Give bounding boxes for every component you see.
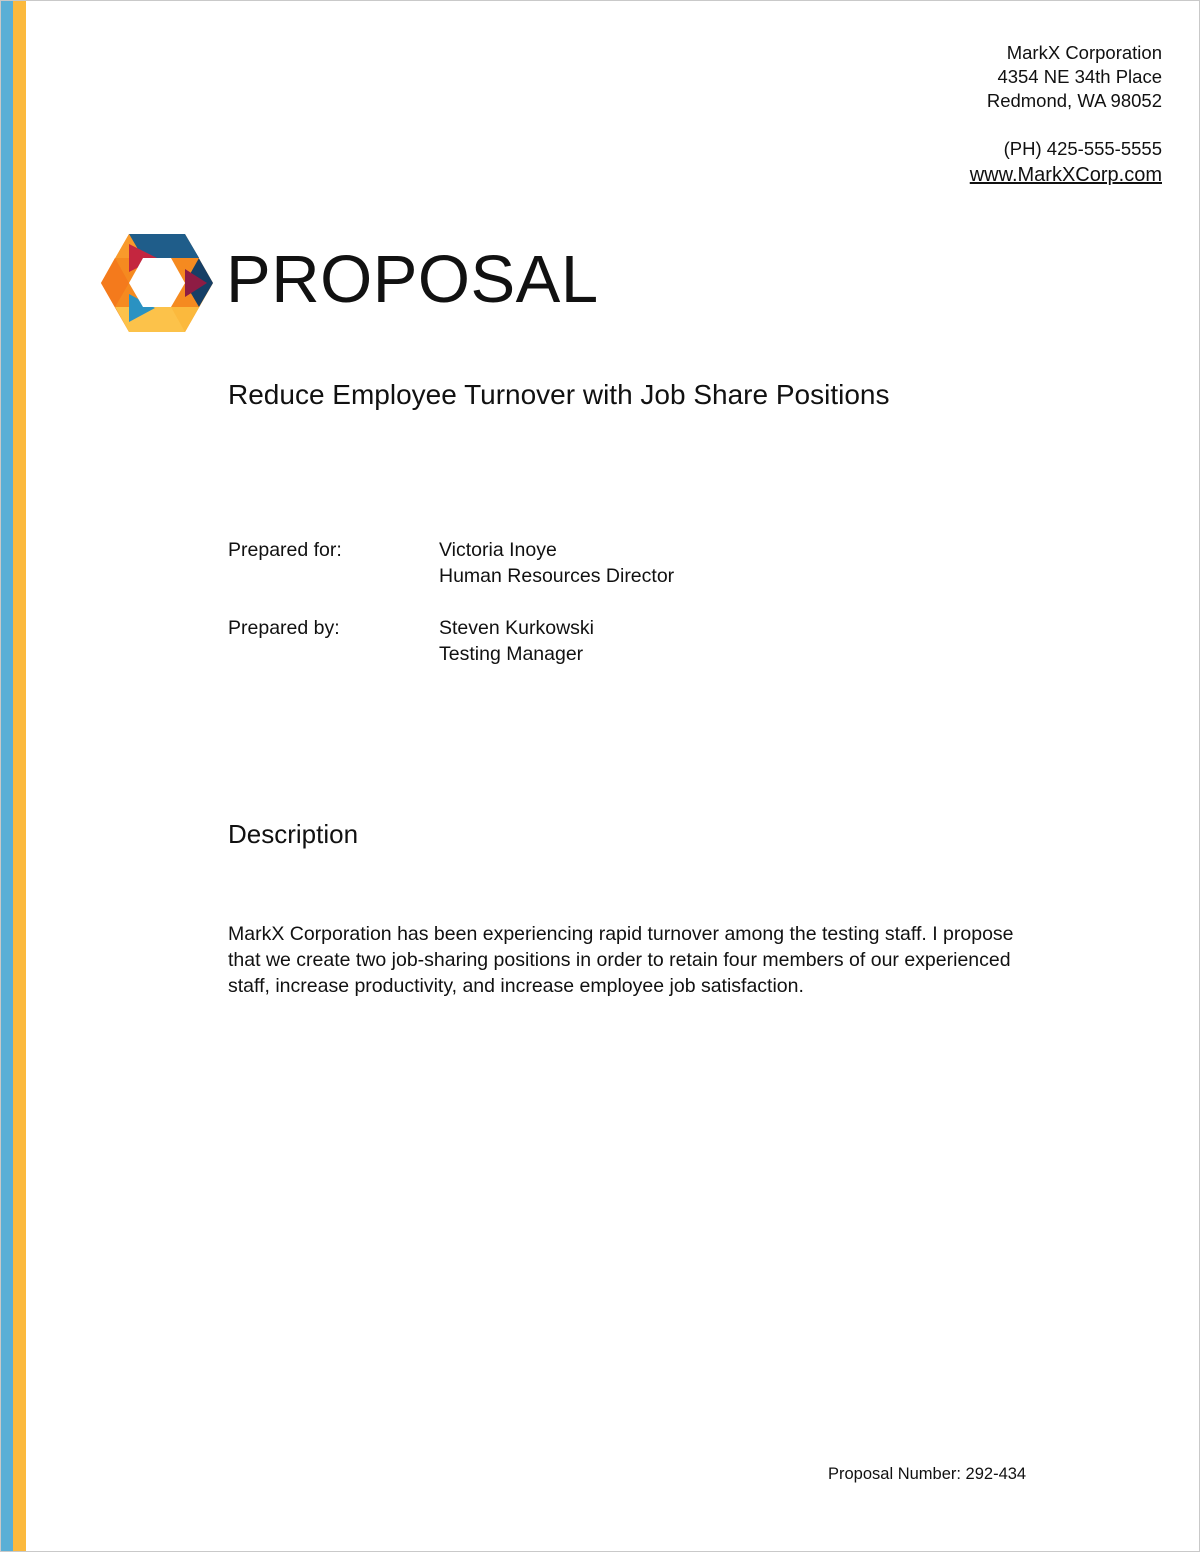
prepared-by-label: Prepared by:: [228, 617, 340, 639]
hexagon-logo-icon: [101, 234, 214, 332]
company-address-block: [970, 41, 1162, 189]
description-heading: Description: [228, 819, 359, 849]
document-title: PROPOSAL: [226, 242, 599, 317]
left-stripe-yellow: [13, 1, 26, 1551]
prepared-by-name: Steven Kurkowski: [439, 617, 594, 639]
prepared-by-role: Testing Manager: [439, 643, 584, 665]
company-website-link[interactable]: www.MarkXCorp.com: [969, 164, 1162, 186]
company-phone: (PH) 425-555-5555: [1003, 138, 1162, 159]
prepared-for-label: Prepared for:: [228, 539, 342, 561]
company-street: 4354 NE 34th Place: [997, 66, 1162, 87]
prepared-for-name: Victoria Inoye: [439, 539, 557, 561]
prepared-for-role: Human Resources Director: [439, 565, 675, 587]
document-subtitle: Reduce Employee Turnover with Job Share Positions: [228, 379, 890, 410]
left-stripe-blue: [1, 1, 13, 1551]
proposal-number: Proposal Number: 292-434: [828, 1465, 1027, 1483]
company-city: Redmond, WA 98052: [986, 90, 1162, 111]
company-name: MarkX Corporation: [1006, 42, 1162, 63]
description-body: MarkX Corporation has been experiencing rapid turnover among the testing staff. I propose that we create two job-sharing positions in order to retain four members of our experienced staff, increase productivity, and increase employee job satisfaction.: [228, 923, 1014, 997]
